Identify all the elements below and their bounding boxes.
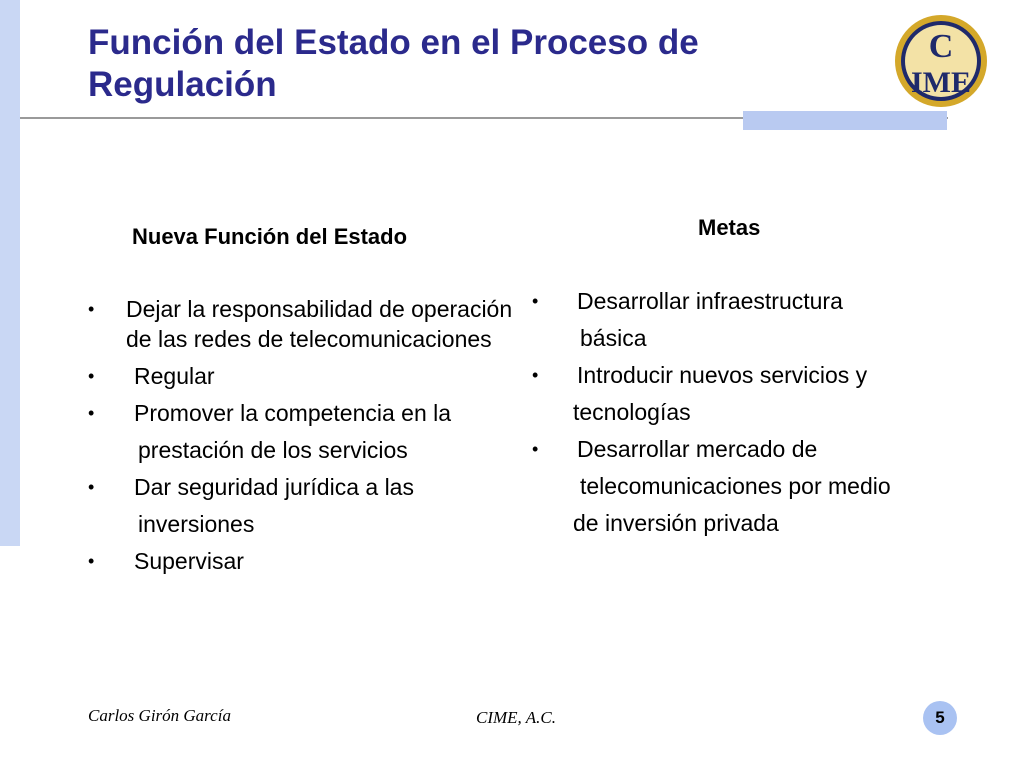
list-item-text: Introducir nuevos servicios y bbox=[577, 362, 868, 388]
footer-author: Carlos Girón García bbox=[88, 706, 231, 725]
cime-logo-icon bbox=[888, 12, 994, 110]
title-accent-bar bbox=[743, 111, 947, 130]
page-number-badge: 5 bbox=[923, 701, 957, 735]
list-item bbox=[84, 398, 514, 465]
list-item bbox=[84, 294, 514, 354]
list-item-text: Regular bbox=[134, 363, 215, 389]
list-item bbox=[530, 286, 950, 353]
left-accent-bar bbox=[0, 0, 20, 546]
list-item-text: Desarrollar infraestructura bbox=[577, 288, 843, 314]
list-item bbox=[530, 434, 950, 538]
right-column-heading: Metas bbox=[698, 215, 761, 240]
list-item bbox=[84, 361, 514, 391]
bullet-icon: • bbox=[88, 551, 95, 571]
bullet-icon: • bbox=[88, 299, 95, 319]
list-item-continuation: prestación de los servicios bbox=[138, 437, 408, 463]
slide-title: Función del Estado en el Proceso de Regulación bbox=[88, 23, 699, 104]
list-item-text: Desarrollar mercado de bbox=[577, 436, 818, 462]
list-item-continuation: de inversión privada bbox=[573, 510, 779, 536]
list-item bbox=[530, 360, 950, 427]
logo-letters-top: C bbox=[928, 28, 954, 65]
bullet-icon: • bbox=[88, 366, 95, 386]
bullet-icon: • bbox=[532, 291, 539, 311]
list-item bbox=[84, 472, 514, 539]
left-bullet-list bbox=[84, 294, 514, 583]
list-item-text: Promover la competencia en la bbox=[134, 400, 452, 426]
list-item-continuation: básica bbox=[580, 325, 647, 351]
bullet-icon: • bbox=[532, 365, 539, 385]
footer-organization: CIME, A.C. bbox=[476, 708, 556, 727]
logo-letters-bottom: IME bbox=[911, 66, 971, 99]
right-bullet-list bbox=[530, 286, 950, 545]
bullet-icon: • bbox=[532, 439, 539, 459]
list-item-continuation: tecnologías bbox=[573, 399, 691, 425]
list-item-continuation: telecomunicaciones por medio bbox=[580, 473, 891, 499]
left-column-heading: Nueva Función del Estado bbox=[132, 224, 408, 249]
bullet-icon: • bbox=[88, 477, 95, 497]
list-item-text: Dejar la responsabilidad de operación de las redes de telecomunicaciones bbox=[126, 296, 513, 352]
list-item bbox=[84, 546, 514, 576]
bullet-icon: • bbox=[88, 403, 95, 423]
list-item-continuation: inversiones bbox=[138, 511, 255, 537]
list-item-text: Dar seguridad jurídica a las bbox=[134, 474, 414, 500]
list-item-text: Supervisar bbox=[134, 548, 244, 574]
